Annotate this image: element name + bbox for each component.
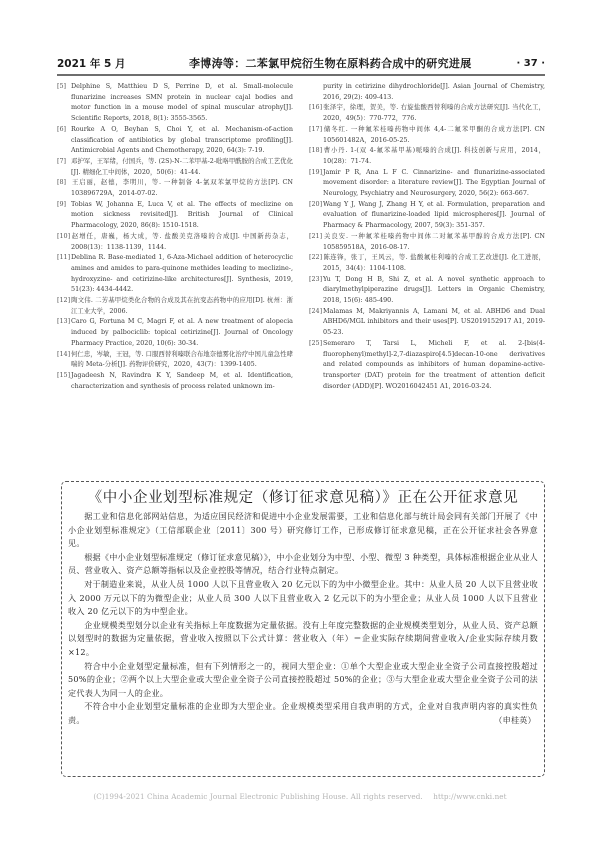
reference-item: [13]Caro G, Fortuna M C, Magri F, et al. A new treatment of alopecia induced by palbociclib: topical cetirizine[J]. Journal of Oncology Pharmacy Practice, 2020, 10(6): 30-34. xyxy=(57,317,293,347)
copyright-text: (C)1994-2021 China Academic Journal Electronic Publishing House. All rights reserved. xyxy=(93,792,423,801)
notice-paragraph: 据工业和信息化部网站信息，为适应国民经济和促进中小企业发展需要，工业和信息化部与统计局会同有关部门开展了《中小企业划型标准规定》（工信部联企业〔2011〕300 号）研究修订工作，已形成修订征求意见稿，正在公开征求社会各界意见。 xyxy=(68,511,538,549)
notice-signoff: （申桂英） xyxy=(494,714,536,725)
reference-item: [23]Yu T, Dong H B, Shi Z, et al. A novel synthetic approach to diarylmethylpiperazine drugs[J]. Letters in Organic Chemistry, 2018, 15(6): 485-490. xyxy=(309,274,545,305)
reference-item: [16]张泽宇，徐理，贺美，等. 右旋盐酸西替利嗪的合成方法研究[J]. 当代化工，2020，49(5)：770-772，776. xyxy=(309,103,545,123)
notice-box xyxy=(61,481,545,777)
article-title: 李博涛等：二苯氯甲烷衍生物在原料药合成中的研究进展 xyxy=(189,57,472,70)
references-section xyxy=(57,81,545,466)
reference-item: [8] 王启丽，赵德，李明川，等. 一种制备 4-氯双苯氯甲烷的方法[P]. CN 103896729A，2014-07-02. xyxy=(57,178,293,198)
reference-item: [10]赵增任，唐巍，杨大成，等. 盐酸美克洛嗪的合成[J]. 中国新药杂志，2008(13)：1138-1139，1144. xyxy=(57,231,293,251)
reference-item: [17]储冬红. 一种氟苯桂嗪药物中间体 4,4-二氟苯甲酮的合成方法[P]. CN 105601482A，2016-05-25. xyxy=(309,124,545,144)
reference-item: [11]Deblina R. Base-mediated 1, 6-Aza-Michael addition of heterocyclic amines and amides to para-quinone methides leading to meclizine-, hydroxyzine- and cetirizine-like architectures[J]. Synthesis, 2019, 51(23): 4434-4442. xyxy=(57,253,293,294)
reference-item: [15]Jagadeesh N, Ravindra K Y, Sandeep M, et al. Identification, characterization and synthesis of process related unknown im- xyxy=(57,370,293,390)
reference-item: [7] 邓护军，王军绪，付国兵，等. (2S)-N-二苯甲基-2-吡咯甲酰胺的合成工艺优化[J]. 精细化工中间体，2020，50(6)：41-44. xyxy=(57,156,293,176)
notice-paragraph: 对于制造业来说，从业人员 1000 人以下且营业收入 20 亿元以下的为中小微型企业。其中：从业人员 20 人以下且营业收入 2000 万元以下的为微型企业；从业人员 300 人以下且营业收入 2 亿元以下的为小型企业；从业人员 1000 人以下且营业收入 20 亿元以下的为中型企业。 xyxy=(68,578,538,617)
running-header xyxy=(57,56,545,70)
reference-item: [14]何仁忠，岑敏，王冠，等. 口服西替利嗪联合布地奈德雾化治疗中国儿童急性哮喘的 Meta-分析[J]. 药物评价研究，2020，43(7)：1399-1405. xyxy=(57,349,293,369)
notice-paragraph: 不符合中小企业划型定量标准的企业即为大型企业。企业规模类型采用自我声明的方式，企业对自我声明内容的真实性负责。 xyxy=(68,701,538,725)
reference-item: [5] Delphine S, Matthieu D S, Perrine D, et al. Small-molecule flunarizine increases SMN protein in nuclear cajal bodies and motor function in a mouse model of spinal muscular atrophy[J]. Scientific Reports, 2018, 8(1): 3555-3565. xyxy=(57,82,293,123)
reference-item: [24]Malamas M, Makriyannis A, Lamani M, et al. ABHD6 and Dual ABHD6/MGL inhibitors and their uses[P]. US2019152917 A1, 2019-05-23. xyxy=(309,306,545,337)
reference-item: [9] Tobias W, Johanna E, Luca V, et al. The effects of meclizine on motion sickness revisited[J]. British Journal of Clinical Pharmacology, 2020, 86(8): 1510-1518. xyxy=(57,199,293,230)
reference-item: [6] Rourke A O, Beyhan S, Choi Y, et al. Mechanism-of-action classification of antibiotics by global transcriptome profiling[J]. Antimicrobial Agents and Chemotherapy, 2020, 64(3): 7-19. xyxy=(57,124,293,155)
reference-continuation: purity in cetirizine dihydrochloride[J]. Asian Journal of Chemistry, 2016, 29(2): 409-413. xyxy=(323,82,545,101)
notice-paragraph: 企业规模类型划分以企业有关指标上年度数据为定量依据。没有上年度完整数据的企业规模类型划分，从业人员、资产总额以划型时的数据为定量依据，营业收入按照以下公式计算：营业收入（年）＝企业实际存续期间营业收入/企业实际存续月数×12。 xyxy=(68,619,538,657)
copyright-footer xyxy=(0,792,600,801)
notice-paragraph: 根据《中小企业划型标准规定（修订征求意见稿）》，中小企业划分为中型、小型、微型 3 种类型，具体标准根据企业从业人员、营业收入、资产总额等指标以及企业控股等情况，结合行业特点制定。 xyxy=(68,551,538,576)
footer-url: http://www.cnki.net xyxy=(433,792,507,801)
notice-paragraph: 符合中小企业划型定量标准，但有下列情形之一的，视同大型企业：①单个大型企业或大型企业全资子公司直接控股超过 50%的企业；②两个以上大型企业或大型企业全资子公司直接控股超过 50%的企业；③与大型企业或大型企业全资子公司的法定代表人为同一人的企业。 xyxy=(68,660,538,698)
reference-item: [20]Wang Y J, Wang J, Zhang H Y, et al. Formulation, preparation and evaluation of flunarizine-loaded lipid microspheres[J]. Journal of Pharmacy & Pharmacology, 2007, 59(3): 351-357. xyxy=(309,199,545,230)
reference-item: [21]关良安. 一种氟苯桂嗪药物中间体二对氟苯基甲醇的合成方法[P]. CN 105859518A，2016-08-17. xyxy=(309,231,545,251)
notice-title: 《中小企业划型标准规定（修订征求意见稿）》正在公开征求意见 xyxy=(87,490,519,506)
reference-item: [25]Semeraro T, Tarsi L, Micheli F, et al. 2-[bis(4-fluorophenyl)methyl]-2,7-diazaspiro[4.5]decan-10-one derivatives and related compounds as inhibitors of human dopamine-active-transporter (DAT) protein for the treatment of attention deficit disorder (ADD)[P]. WO2016042451 A1, 2016-03-24. xyxy=(309,338,545,390)
reference-item: [19]Jamir P R, Ana L F C. Cinnarizine- and flunarizine-associated movement disorder: a literature review[J]. The Egyptian Journal of Neurology, Psychiatry and Neurosurgery, 2020, 56(2): 663-667. xyxy=(309,167,545,198)
references-right-column xyxy=(309,81,545,466)
references-left-column xyxy=(57,81,293,466)
reference-item: [12]陶文伟. 二芳基甲烷类化合物的合成及其在抗变态药物中的应用[D]. 杭州：浙江工业大学，2006. xyxy=(57,296,293,315)
reference-item: [18]曹小丹. 1-(双 4-氟苯基甲基)哌嗪的合成[J]. 科技创新与应用，2014，10(28)：71-74. xyxy=(309,146,545,165)
page-number: · 37 · xyxy=(516,57,545,69)
issue-date: 2021 年 5 月 xyxy=(57,57,126,70)
reference-item: [22]陈连锋，张丁，王风云，等. 盐酸氟桂利嗪的合成工艺改进[J]. 化工进展，2015，34(4)：1104-1108. xyxy=(309,253,545,272)
header-rule xyxy=(57,74,545,76)
